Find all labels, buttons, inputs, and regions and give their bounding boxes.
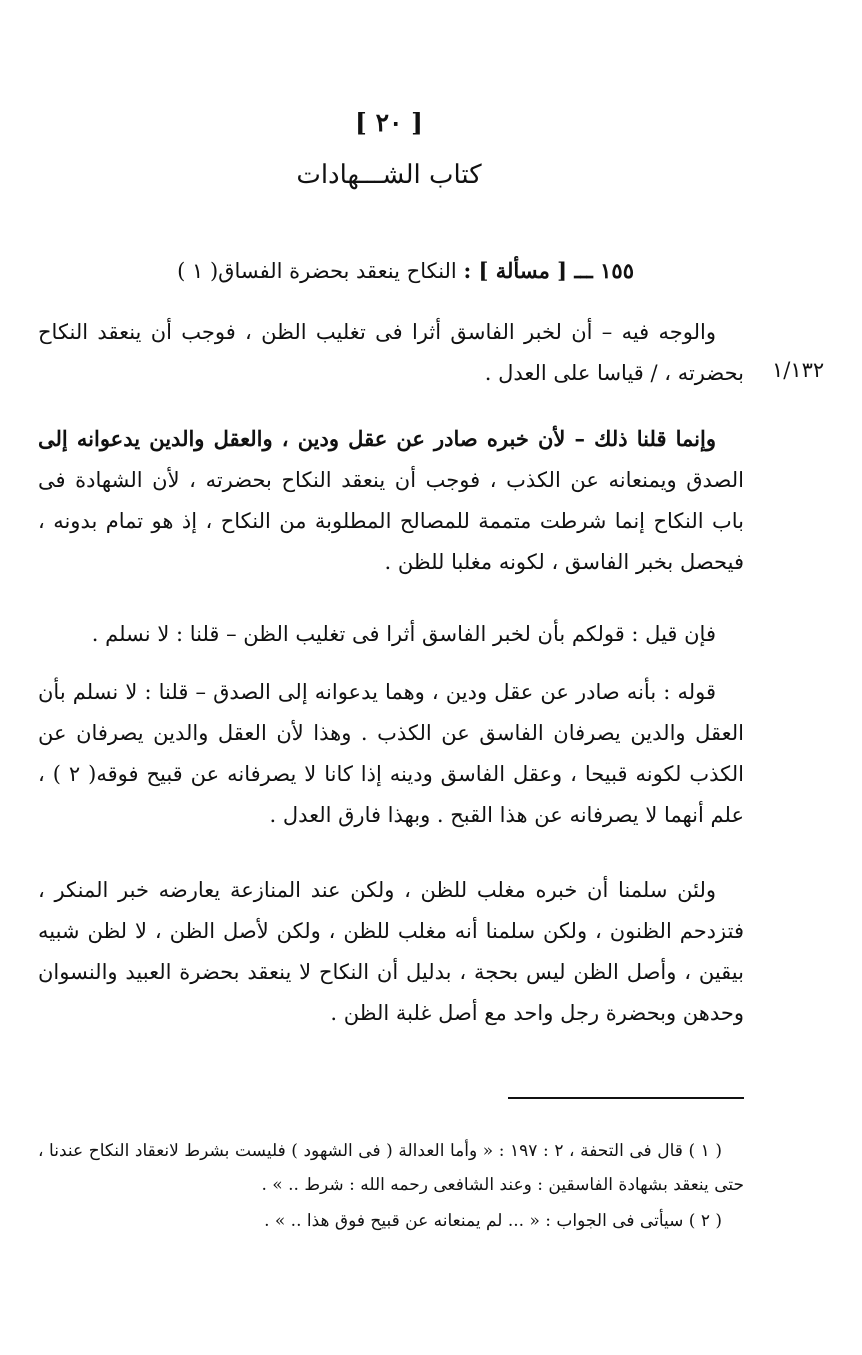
footnote-1: ( ١ ) قال فى التحفة ، ٢ : ١٩٧ : « وأما العدالة ( فى الشهود ) فليست بشرط لانعقاد النكاح عندنا ، حتى ينعقد بشهادة الفاسقين : وعند الشافعى رحمه الله : شرط .. » . [38,1141,744,1195]
paragraph-lead: قوله : بأنه صادر عن عقل ودين ، وهما يدعوانه إلى الصدق – قلنا : لا نسلم بأن [38,680,716,704]
paragraph-text: العقل والدين يصرفان الفاسق عن الكذب . وهذا لأن العقل والدين يصرفان عن الكذب لكونه قبيحا ، وعقل الفاسق ودينه إذا كانا لا يصرفانه عن قبيح فوقه( ٢ ) ، علم أنهما لا يصرفانه عن هذا القبح . وبهذا فارق العدل . [38,721,744,827]
paragraph-2 [38,418,744,583]
paragraph-text: الصدق ويمنعانه عن الكذب ، فوجب أن ينعقد النكاح بحضرته ، لأن الشهادة فى باب النكاح إنما شرطت متممة للمصالح المطلوبة من النكاح ، إذ هو تمام بدونه ، فيحصل بخبر الفاسق ، لكونه مغلبا للظن . [38,468,744,574]
chapter-title: كتاب الشـــهادات [296,160,482,190]
paragraph-4 [38,672,744,836]
margin-page-reference: ١/١٣٢ [772,358,825,382]
issue-text: النكاح ينعقد بحضرة الفساق( ١ ) [177,259,457,283]
paragraph-text: والوجه فيه – أن لخبر الفاسق أثرا فى تغليب الظن ، فوجب أن ينعقد النكاح بحضرته ، / قياسا على العدل . [38,320,744,385]
footnotes [38,1134,744,1238]
chapter-number: [ ٢٠ ] [355,108,423,137]
paragraph-text: ولئن سلمنا أن خبره مغلب للظن ، ولكن عند المنازعة يعارضه خبر المنكر ، فتزدحم الظنون ، ولكن سلمنا أنه مغلب للظن ، ولكن لأصل الظن ، لا لظن شبيه بيقين ، وأصل الظن ليس بحجة ، بدليل أن النكاح لا ينعقد بحضرة العبيد والنسوان وحدهن وبحضرة رجل واحد مع أصل غلبة الظن . [38,878,744,1025]
issue-heading [38,250,744,292]
paragraph-1 [38,312,744,394]
footnote-2: ( ٢ ) سيأتى فى الجواب : « ... لم يمنعانه عن قبيح فوق هذا .. » . [264,1211,722,1231]
issue-label: ١٥٥ ـــ [ مسألة ] : [463,258,634,283]
paragraph-3 [38,614,744,655]
footnote-divider [508,1097,744,1099]
paragraph-5 [38,870,744,1034]
paragraph-lead: وإنما قلنا ذلك – لأن خبره صادر عن عقل ودين ، والعقل والدين يدعوانه إلى [38,426,716,451]
paragraph-lead: فإن قيل : قولكم بأن لخبر الفاسق أثرا فى تغليب الظن – قلنا : لا نسلم . [91,622,716,646]
